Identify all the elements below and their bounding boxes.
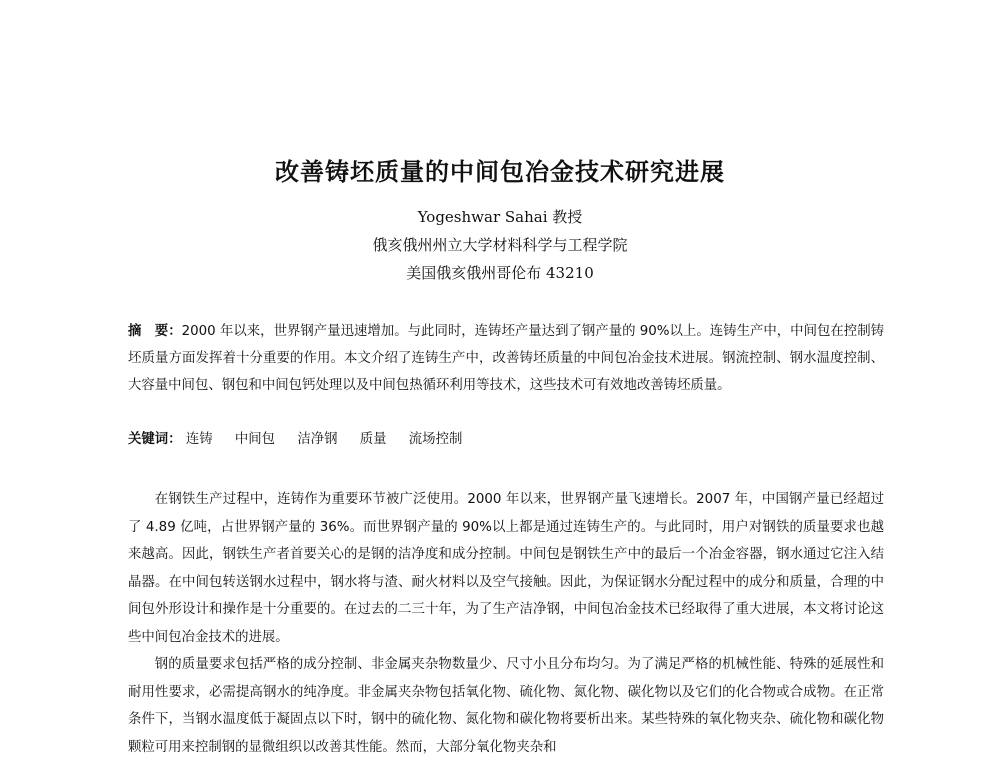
keyword: 洁净钢 — [297, 432, 338, 447]
body-paragraph: 在钢铁生产过程中，连铸作为重要环节被广泛使用。2000 年以来，世界钢产量飞速增长。2007 年，中国钢产量已经超过了 4.89 亿吨，占世界钢产量的 36%。而世界钢产量的 90%以上都是通过连铸生产的。与此同时，用户对钢铁的质量要求也越来越高。因此，钢铁生产者首要关心的是钢的洁净度和成分控制。中间包是钢铁生产中的最后一个冶金容器，钢水通过它注入结晶器。在中间包转送钢水过程中，钢水将与渣、耐火材料以及空气接触。因此，为保证钢水分配过程中的成分和质量，合理的中间包外形设计和操作是十分重要的。在过去的二三十年，为了生产洁净钢，中间包冶金技术已经取得了重大进展，本文将讨论这些中间包冶金技术的进展。 — [128, 492, 884, 645]
keyword: 连铸 — [185, 432, 213, 447]
author-address: 美国俄亥俄州哥伦布 43210 — [406, 264, 594, 282]
keywords — [128, 428, 884, 452]
body-text — [128, 486, 884, 761]
abstract — [128, 318, 884, 399]
keywords-label: 关键词： — [128, 432, 182, 447]
keyword: 流场控制 — [408, 432, 463, 447]
keyword: 质量 — [359, 432, 387, 447]
body-paragraph: 钢的质量要求包括严格的成分控制、非金属夹杂物数量少、尺寸小且分布均匀。为了满足严格的机械性能、特殊的延展性和耐用性要求，必需提高钢水的纯净度。非金属夹杂物包括氧化物、硫化物、氮化物、碳化物以及它们的化合物或合成物。在正常条件下，当钢水温度低于凝固点以下时，钢中的硫化物、氮化物和碳化物将要析出来。某些特殊的氧化物夹杂、硫化物和碳化物颗粒可用来控制钢的显微组织以改善其性能。然而，大部分氧化物夹杂和 — [128, 657, 884, 755]
abstract-text: 2000 年以来，世界钢产量迅速增加。与此同时，连铸坯产量达到了钢产量的 90%以上。连铸生产中，中间包在控制铸坯质量方面发挥着十分重要的作用。本文介绍了连铸生产中，改善铸坯质量的中间包冶金技术进展。钢流控制、钢水温度控制、大容量中间包、钢包和中间包钙处理以及中间包热循环利用等技术，这些技术可有效地改善铸坯质量。 — [128, 324, 884, 393]
author-name: Yogeshwar Sahai 教授 — [417, 208, 583, 226]
abstract-label: 摘 要： — [128, 324, 182, 339]
keyword: 中间包 — [234, 432, 276, 447]
author-affiliation: 俄亥俄州州立大学材料科学与工程学院 — [372, 236, 628, 254]
paper-title: 改善铸坯质量的中间包冶金技术研究进展 — [275, 158, 725, 186]
